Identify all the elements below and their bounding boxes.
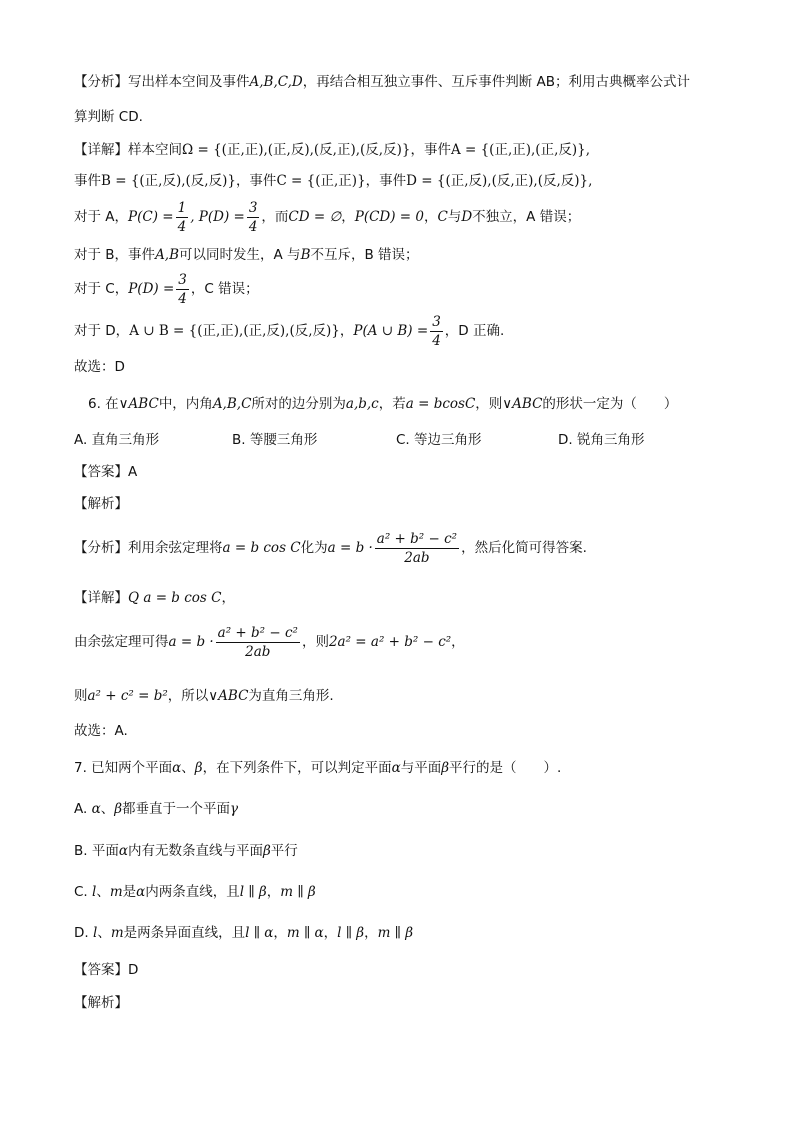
answer-6: 【答案】A <box>74 464 138 480</box>
q7-option-c: C. l、m是α内两条直线，且l ∥ β，m ∥ β <box>74 884 316 900</box>
q6-option-a: A. 直角三角形 <box>74 432 160 448</box>
q6-option-b: B. 等腰三角形 <box>232 432 318 448</box>
analysis-tag: 【分析】 <box>74 74 128 90</box>
q7-option-d: D. l、m是两条异面直线，且l ∥ α，m ∥ α，l ∥ β，m ∥ β <box>74 925 414 941</box>
fraction: $\frac{1}{4}$ <box>177 199 187 235</box>
option-c-judgement: 对于 C，P(D) = $\frac{3}{4}$ ，C 错误； <box>74 271 259 307</box>
fraction: $\frac{\text{a² + b² − c²}}{2ab}$ <box>217 624 298 660</box>
explanation-7-heading: 【解析】 <box>74 995 128 1011</box>
q7-option-a: A. α、β都垂直于一个平面γ <box>74 801 239 817</box>
choose-answer-6: 故选：A. <box>74 723 128 739</box>
conclusion-6: 则a² + c² = b²，所以∨ABC为直角三角形. <box>74 688 334 704</box>
option-d-judgement: 对于 D，A ∪ B = {(正,正),(正,反),(反,反)}，P(A ∪ B) = $\frac{3}{4}$ ，D 正确. <box>74 313 505 349</box>
analysis-line: 【分析】写出样本空间及事件A,B,C,D，再结合相互独立事件、互斥事件判断 AB；利用古典概率公式计 <box>74 74 691 90</box>
analysis-6: 【分析】利用余弦定理将a = b cos C化为a = b · $\frac{\text{a² + b² − c²}}{2ab}$ ，然后化简可得答案. <box>74 530 587 566</box>
detail-tag: 【详解】 <box>74 142 128 158</box>
choose-answer-5: 故选：D <box>74 359 125 375</box>
option-a-judgement: 对于 A，P(C) = $\frac{1}{4}$ , P(D) = $\frac{3}{4}$ ，而CD = ∅，P(CD) = 0，C与D不独立，A 错误； <box>74 199 581 235</box>
explanation-6-heading: 【解析】 <box>74 496 128 512</box>
question-6: 6. 在∨ABC中，内角A,B,C所对的边分别为a,b,c，若a = bcosC，则∨ABC的形状一定为（ ） <box>88 396 678 412</box>
fraction: $\frac{\text{a² + b² − c²}}{2ab}$ <box>376 530 458 566</box>
option-b-judgement: 对于 B，事件A,B可以同时发生，A 与B不互斥，B 错误； <box>74 247 419 263</box>
q6-option-c: C. 等边三角形 <box>396 432 482 448</box>
detail-line-sample-space: 【详解】样本空间Ω = {(正,正),(正,反),(反,正),(反,反)}，事件A = {(正,正),(正,反)}, <box>74 142 591 158</box>
q7-option-b: B. 平面α内有无数条直线与平面β平行 <box>74 843 298 859</box>
analysis-line-cont: 算判断 CD. <box>74 109 143 125</box>
detail-6: 【详解】Q a = b cos C， <box>74 590 235 606</box>
fraction: $\frac{3}{4}$ <box>432 313 441 349</box>
detail-line-events: 事件B = {(正,反),(反,反)}，事件C = {(正,正)}，事件D = {(正,反),(反,正),(反,反)}, <box>74 173 593 189</box>
fraction: $\frac{3}{4}$ <box>178 271 187 307</box>
fraction: $\frac{3}{4}$ <box>248 199 258 235</box>
cosine-law-line: 由余弦定理可得a = b · $\frac{\text{a² + b² − c²}}{2ab}$ ，则2a² = a² + b² − c²， <box>74 624 465 660</box>
q6-option-d: D. 锐角三角形 <box>558 432 645 448</box>
answer-7: 【答案】D <box>74 962 139 978</box>
question-7: 7. 已知两个平面α、β，在下列条件下，可以判定平面α与平面β平行的是（ ）. <box>74 760 562 776</box>
